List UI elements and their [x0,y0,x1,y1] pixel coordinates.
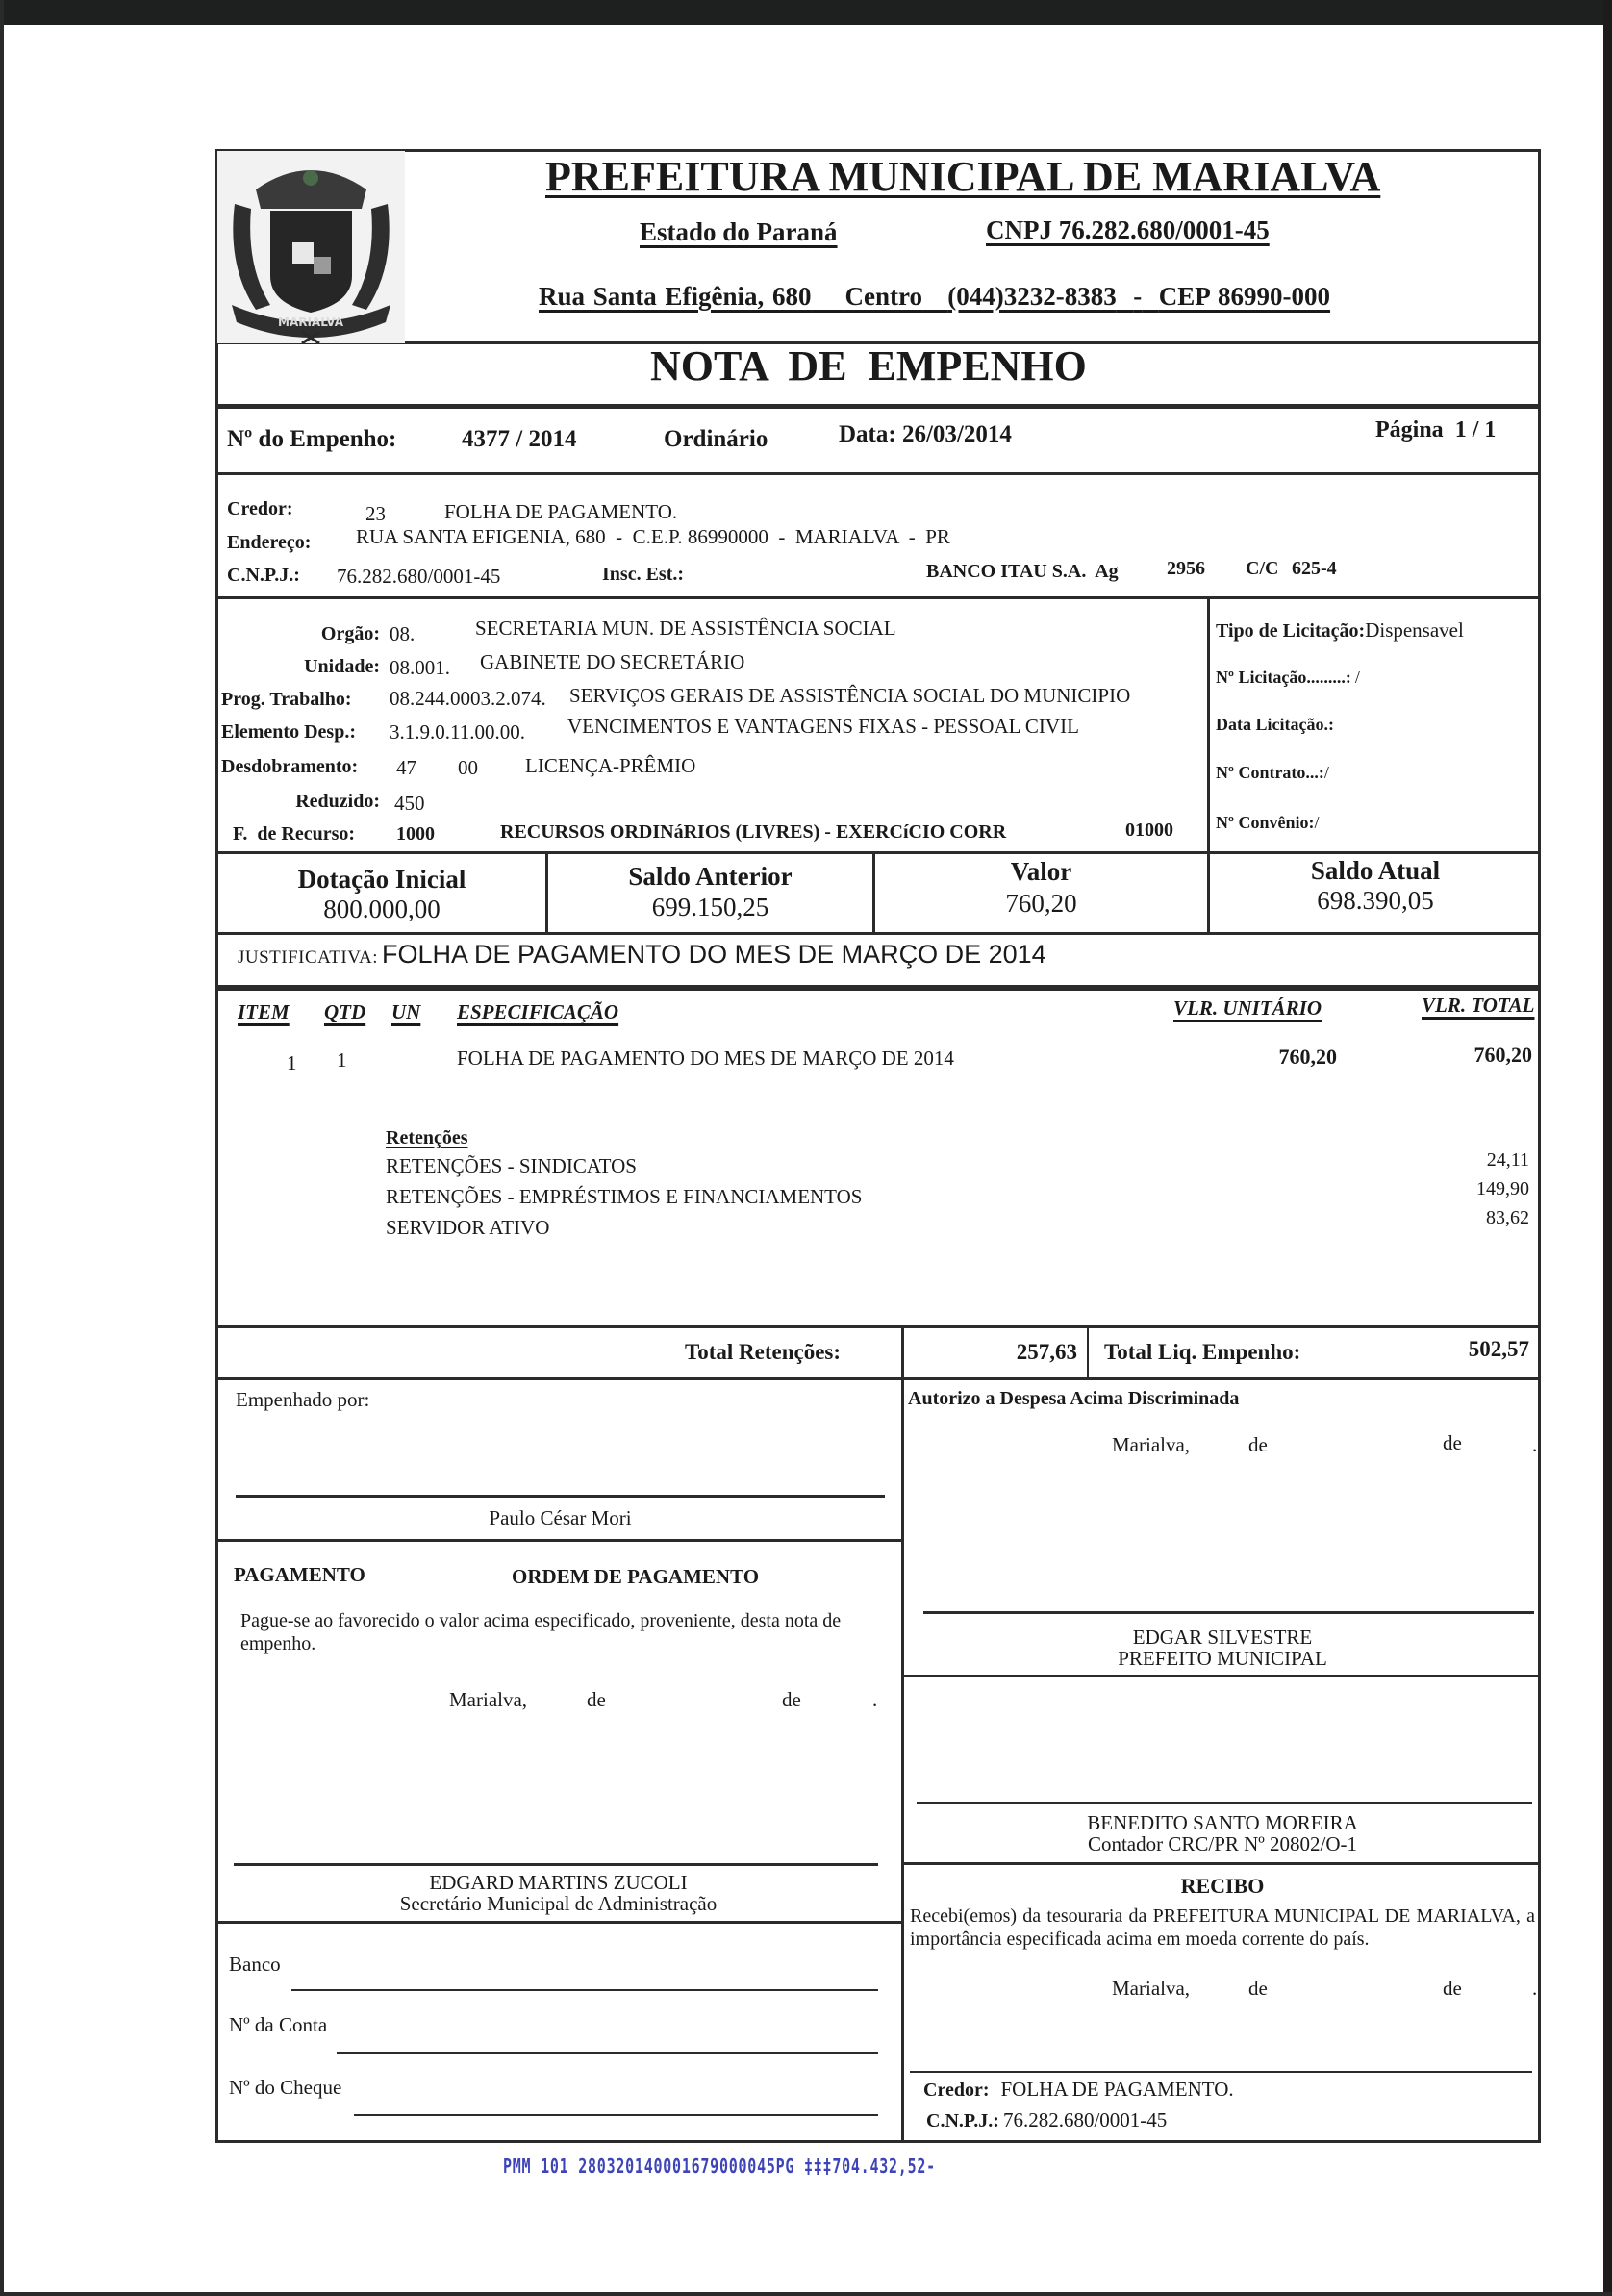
saldo-anterior-label: Saldo Anterior [628,862,793,891]
retencoes-title: Retenções [386,1127,468,1148]
recibo-text: Recebi(emos) da tesouraria da PREFEITURA MUNICIPAL DE MARIALVA, a importância especificada acima em moeda corrente do país. [910,1905,1535,1950]
empenho-date-label: Data: [839,421,896,447]
cheque-field[interactable] [354,2114,878,2116]
state-name: Estado do Paraná [640,217,838,246]
desdobramento-label: Desdobramento: [221,756,359,777]
data-licitacao-label: Data Licitação.: [1216,715,1334,734]
dotacao-divider [1207,596,1210,854]
col-item: ITEM [238,1000,290,1023]
reduzido-label: Reduzido: [295,791,380,812]
item-row-unit: 760,20 [1278,1045,1337,1069]
recibo-dot: . [1532,1977,1538,2000]
tipo-licitacao [1216,618,1464,643]
prefeito-signature-line [923,1611,1534,1614]
numero-licitacao-label: Nº Licitação.........: [1216,668,1351,687]
col-vlr-total: VLR. TOTAL [1422,994,1535,1017]
scan-border-right [1603,0,1612,2296]
autorizo-dot: . [1532,1433,1538,1456]
dotacao-inicial-value: 800.000,00 [323,895,441,923]
justificativa-text: FOLHA DE PAGAMENTO DO MES DE MARÇO DE 2014 [382,940,1046,969]
autorizo-de-1: de [1248,1433,1268,1456]
empenho-number-label: Nº do Empenho: [227,426,397,452]
recibo-de-2: de [1443,1977,1462,2000]
scan-border-top [0,0,1612,25]
retencao-label-1: RETENÇÕES - SINDICATOS [386,1154,637,1177]
header-address-line [539,282,1330,312]
autorizo-city: Marialva, [1112,1433,1191,1456]
unidade-name: GABINETE DO SECRETÁRIO [480,650,745,673]
empenhado-signature-line [236,1495,885,1498]
secretario-bottom-rule [215,1921,901,1924]
signature-section [215,1377,1541,2143]
scan-border-left [0,0,4,2296]
pagamento-text: Pague-se ao favorecido o valor acima especificado, proveniente, desta nota de empenho. [240,1610,842,1654]
retencao-value-3: 83,62 [1486,1207,1529,1228]
recurso-name: RECURSOS ORDINáRIOS (LIVRES) - EXERCíCIO CORR [500,821,1007,843]
pagamento-de-2: de [782,1688,801,1711]
cc-label: C/C [1246,558,1279,579]
unidade-label: Unidade: [304,656,380,677]
pagamento-city: Marialva, [449,1688,528,1711]
org-name: PREFEITURA MUNICIPAL DE MARIALVA [545,153,1381,200]
autorizo-label: Autorizo a Despesa Acima Discriminada [908,1388,1240,1409]
total-retencoes-label: Total Retenções: [685,1340,842,1364]
elemento-label: Elemento Desp.: [221,721,356,743]
recibo-cnpj [926,2108,1167,2132]
tipo-licitacao-value: Dispensavel [1365,618,1464,642]
credor-agency: 2956 [1167,558,1205,579]
col-qtd: QTD [324,1000,366,1023]
empenhado-signer: Paulo César Mori [489,1506,632,1529]
reduzido-value: 450 [394,792,425,815]
recibo-city: Marialva, [1112,1977,1191,2000]
conta-field[interactable] [337,2052,878,2054]
retencao-value-2: 149,90 [1476,1178,1529,1199]
col-un: UN [391,1000,421,1023]
empenhado-label: Empenhado por: [236,1388,370,1411]
credor-cnpj: 76.282.680/0001-45 [337,565,501,588]
numero-licitacao-value: / [1354,668,1360,687]
totals-divider-2 [1087,1325,1089,1380]
header-address: Rua Santa Efigênia, 680 [539,282,812,311]
contador-name: BENEDITO SANTO MOREIRA [1087,1811,1358,1834]
pagamento-label: PAGAMENTO [234,1563,365,1586]
recurso-label: F. de Recurso: [233,823,356,845]
prefeito-bottom-rule [901,1675,1541,1677]
justificativa [238,940,1046,970]
prog-label: Prog. Trabalho: [221,689,352,710]
banco-field[interactable] [291,1989,878,1991]
insc-est-label: Insc. Est.: [602,564,685,585]
recibo-de-1: de [1248,1977,1268,2000]
empenho-date-value: 26/03/2014 [901,421,1012,447]
recibo-credor-value: FOLHA DE PAGAMENTO. [1000,2078,1234,2101]
coat-of-arms-icon [217,151,405,343]
header-district: Centro [844,282,923,311]
ordem-pagamento-title: ORDEM DE PAGAMENTO [512,1565,760,1588]
header-phone: (044)3232-8383 [947,282,1117,311]
numero-contrato [1216,763,1329,783]
credor-cc: 625-4 [1292,558,1337,579]
numero-contrato-label: Nº Contrato...: [1216,763,1324,782]
prog-code: 08.244.0003.2.074. [390,687,546,710]
numero-convenio-label: Nº Convênio: [1216,813,1315,832]
prog-name: SERVIÇOS GERAIS DE ASSISTÊNCIA SOCIAL DO MUNICIPIO [569,684,1131,707]
numero-convenio [1216,813,1319,833]
signature-divider [901,1377,904,2143]
total-liquido-value: 502,57 [1468,1337,1529,1361]
saldo-atual-value: 698.390,05 [1317,886,1434,915]
recibo-signature-line [910,2071,1532,2073]
valor-label: Valor [1010,857,1072,886]
recurso-num: 01000 [1125,820,1173,841]
retencao-label-3: SERVIDOR ATIVO [386,1216,550,1239]
desdobramento-code: 47 [396,756,416,779]
credor-name: FOLHA DE PAGAMENTO. [444,500,678,523]
item-row-total: 760,20 [1473,1043,1532,1067]
header-separator: - [1133,282,1143,311]
item-row-qtd: 1 [337,1048,347,1072]
recibo-credor [923,2078,1234,2102]
banco-label: Banco [229,1953,281,1976]
orgao-label: Orgão: [320,623,380,644]
credor-address: RUA SANTA EFIGENIA, 680 - C.E.P. 86990000 - MARIALVA - PR [356,525,950,548]
item-row-item: 1 [287,1051,297,1074]
retencao-label-2: RETENÇÕES - EMPRÉSTIMOS E FINANCIAMENTOS [386,1185,863,1208]
recibo-credor-label: Credor: [923,2080,990,2101]
secretario-name: EDGARD MARTINS ZUCOLI [429,1871,688,1894]
header-cnpj: CNPJ 76.282.680/0001-45 [986,215,1270,244]
total-retencoes-value: 257,63 [1016,1340,1077,1364]
item-row-spec: FOLHA DE PAGAMENTO DO MES DE MARÇO DE 2014 [457,1047,954,1070]
page-value: 1 / 1 [1454,417,1497,442]
contador-role: Contador CRC/PR Nº 20802/O-1 [1087,1832,1358,1855]
contador-signature-line [917,1802,1532,1804]
empenho-date [839,421,1012,448]
secretario-signature-line [234,1863,878,1866]
contador-bottom-rule [901,1862,1541,1865]
elemento-code: 3.1.9.0.11.00.00. [390,720,525,744]
data-licitacao [1216,715,1334,735]
page-indicator [1375,417,1496,443]
recibo-title: RECIBO [1180,1874,1265,1898]
endereco-label: Endereço: [227,532,312,553]
authentication-stamp: PMM 101 280320140001679000045PG ‡‡‡704.432,52- [503,2155,936,2178]
empenhado-bottom-rule [215,1539,901,1542]
totals-row [215,1325,1541,1380]
credor-code: 23 [365,502,386,525]
autorizo-de-2: de [1443,1431,1462,1454]
credor-label: Credor: [227,498,293,519]
cheque-label: Nº do Cheque [229,2076,342,2099]
dotacao-inicial-label: Dotação Inicial [297,865,466,894]
justificativa-label: JUSTIFICATIVA: [238,947,379,968]
recibo-cnpj-label: C.N.P.J.: [926,2110,999,2132]
total-liquido-label: Total Liq. Empenho: [1104,1340,1301,1364]
scan-border-bottom [0,2292,1612,2296]
col-vlr-unitario: VLR. UNITÁRIO [1173,997,1322,1020]
orgao-name: SECRETARIA MUN. DE ASSISTÊNCIA SOCIAL [475,617,896,640]
tipo-licitacao-label: Tipo de Licitação: [1216,620,1366,642]
col-especificacao: ESPECIFICAÇÃO [457,1000,619,1023]
numero-licitacao [1216,668,1360,688]
prefeito-role: PREFEITO MUNICIPAL [1118,1647,1327,1670]
numero-convenio-value: / [1314,813,1320,832]
pagamento-de-1: de [587,1688,606,1711]
desdobramento-name: LICENÇA-PRÊMIO [525,754,696,777]
cnpj-label: C.N.P.J.: [227,565,300,586]
conta-label: Nº da Conta [229,2013,328,2036]
pagamento-dot: . [872,1688,878,1711]
numero-contrato-value: / [1323,763,1329,782]
saldo-anterior-value: 699.150,25 [651,893,769,921]
recibo-cnpj-value: 76.282.680/0001-45 [1002,2108,1168,2132]
empenho-type: Ordinário [664,426,768,452]
svg-text:MARIALVA: MARIALVA [278,315,343,329]
document-title: NOTA DE EMPENHO [650,342,1087,390]
credor-bank: BANCO ITAU S.A. Ag [926,561,1119,582]
saldo-atual-label: Saldo Atual [1310,856,1441,885]
elemento-name: VENCIMENTOS E VANTAGENS FIXAS - PESSOAL CIVIL [567,715,1079,738]
secretario-role: Secretário Municipal de Administração [399,1892,718,1915]
prefeito-name: EDGAR SILVESTRE [1132,1626,1313,1649]
recurso-code: 1000 [396,823,435,845]
retencao-value-1: 24,11 [1486,1149,1529,1171]
header-cep: CEP 86990-000 [1158,282,1331,311]
valor-value: 760,20 [1005,889,1077,918]
desdobramento-sub: 00 [458,756,478,779]
unidade-code: 08.001. [390,656,450,679]
empenho-number: 4377 / 2014 [462,426,577,452]
page-label: Página [1375,417,1444,442]
orgao-code: 08. [390,622,416,645]
